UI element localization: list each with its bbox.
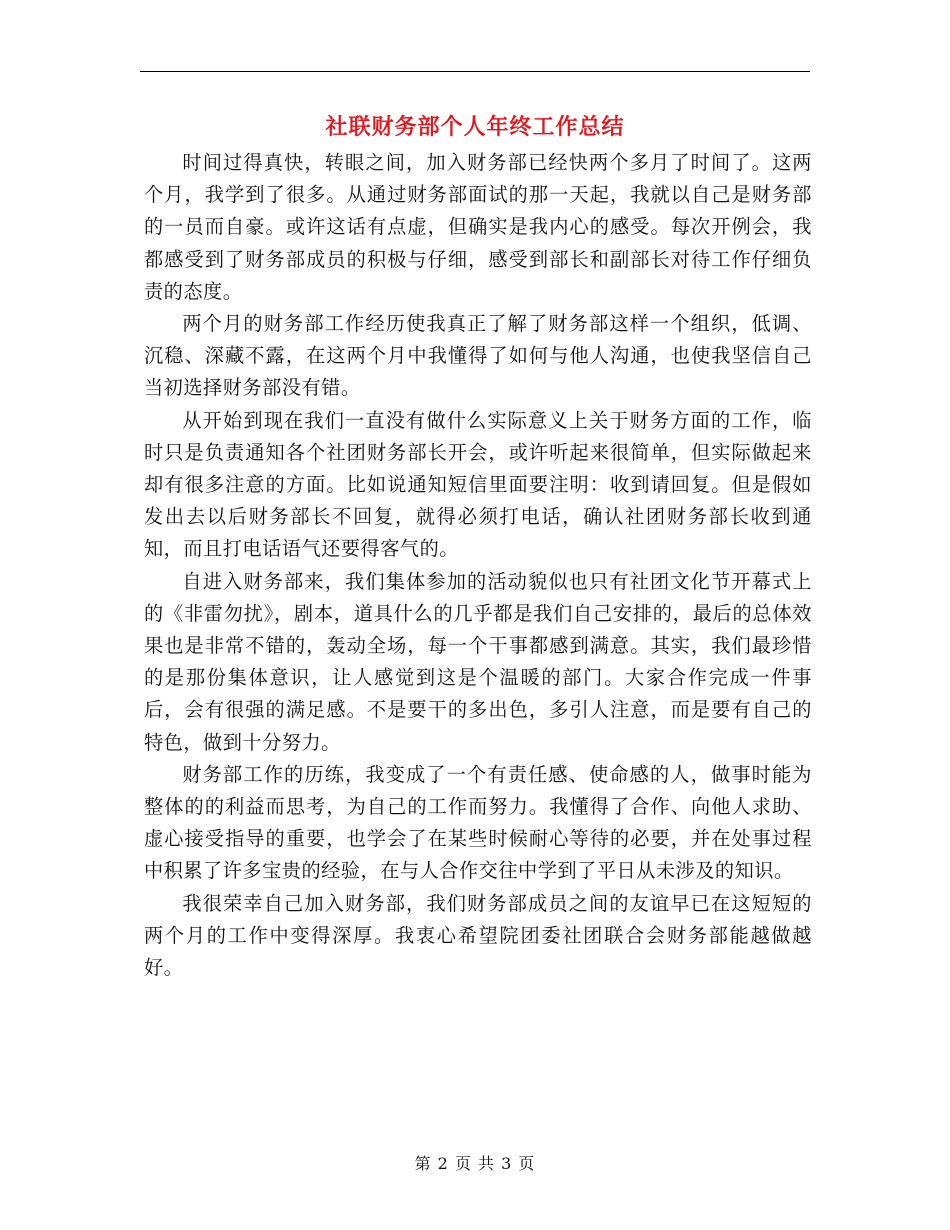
paragraph: 自进入财务部来，我们集体参加的活动貌似也只有社团文化节开幕式上的《非雷勿扰》，剧本，道具什么的几乎都是我们自己安排的，最后的总体效果也是非常不错的，轰动全场，每一个干事都感到满意。其实，我们最珍惜的是那份集体意识，让人感觉到这是个温暖的部门。大家合作完成一件事后，会有很强的满足感。不是要干的多出色，多引人注意，而是要有自己的特色，做到十分努力。 [144,569,812,754]
paragraph: 财务部工作的历练，我变成了一个有责任感、使命感的人，做事时能为整体的的利益而思考，为自己的工作而努力。我懂得了合作、向他人求助、虚心接受指导的重要，也学会了在某些时候耐心等待的必要，并在处事过程中积累了许多宝贵的经验，在与人合作交往中学到了平日从未涉及的知识。 [144,762,812,883]
paragraph: 两个月的财务部工作经历使我真正了解了财务部这样一个组织，低调、沉稳、深藏不露，在这两个月中我懂得了如何与他人沟通，也使我坚信自己当初选择财务部没有错。 [144,312,812,400]
page-number: 第 2 页 共 3 页 [414,1154,536,1173]
header-rule [140,71,810,72]
paragraph: 时间过得真快，转眼之间，加入财务部已经快两个多月了时间了。这两个月，我学到了很多。从通过财务部面试的那一天起，我就以自己是财务部的一员而自豪。或许这话有点虚，但确实是我内心的感受。每次开例会，我都感受到了财务部成员的积极与仔细，感受到部长和副部长对待工作仔细负责的态度。 [144,151,812,303]
paragraph: 从开始到现在我们一直没有做什么实际意义上关于财务方面的工作，临时只是负责通知各个社团财务部长开会，或许听起来很简单，但实际做起来却有很多注意的方面。比如说通知短信里面要注明：收到请回复。但是假如发出去以后财务部长不回复，就得必须打电话，确认社团财务部长收到通知，而且打电话语气还要得客气的。 [144,408,812,561]
document-body [144,147,812,984]
paragraph: 我很荣幸自己加入财务部，我们财务部成员之间的友谊早已在这短短的两个月的工作中变得深厚。我衷心希望院团委社团联合会财务部能越做越好。 [144,891,812,980]
document-title: 社联财务部个人年终工作总结 [325,114,625,140]
